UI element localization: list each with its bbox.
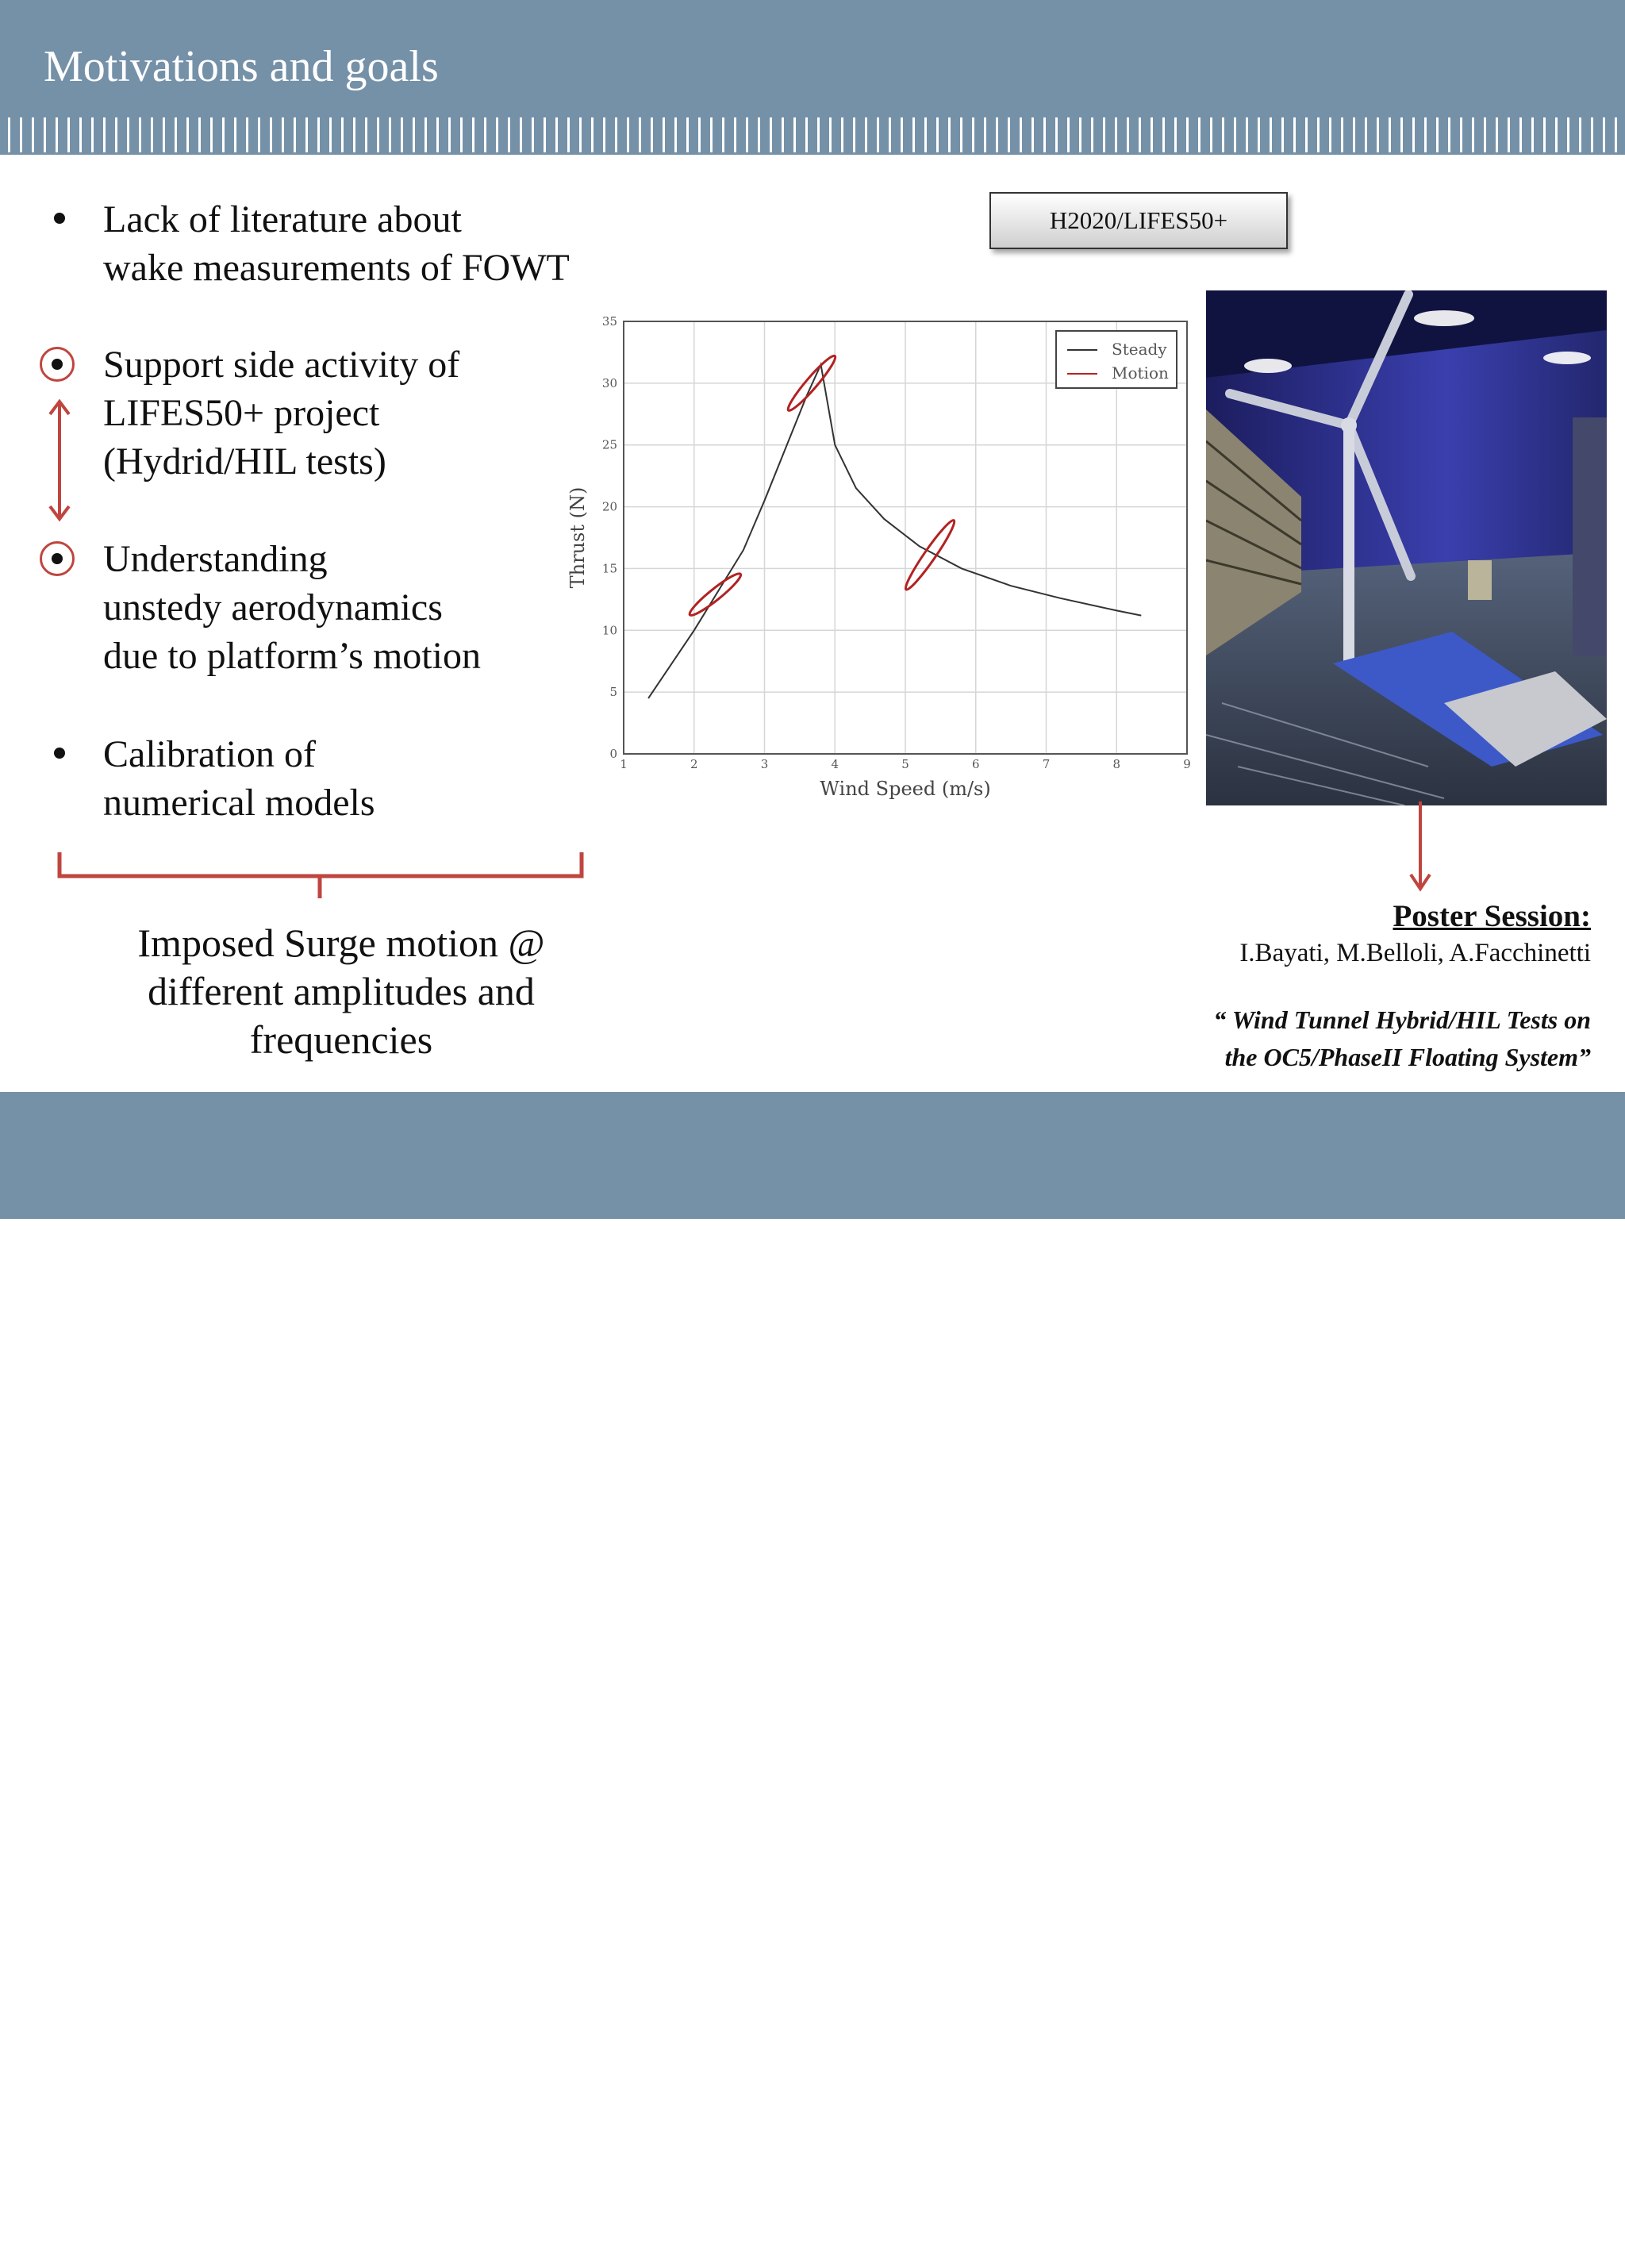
bullet-understanding: Understanding unstedy aerodynamics due to platform’s motion (103, 538, 481, 677)
x-tick-label: 2 (690, 757, 698, 771)
footer-band (0, 1092, 1625, 2267)
x-tick-label: 5 (901, 757, 909, 771)
tick-strip (8, 117, 1619, 152)
bullet-dot (54, 748, 65, 759)
x-tick-label: 6 (971, 757, 980, 771)
poster-heading: Poster Session: (1393, 899, 1591, 933)
x-tick-label: 4 (831, 757, 839, 771)
y-tick-label: 20 (601, 499, 617, 514)
x-tick-label: 7 (1042, 757, 1051, 771)
curly-brace (56, 849, 587, 905)
series-motion-loop (901, 517, 958, 593)
y-tick-label: 25 (601, 437, 617, 452)
poster-title: “ Wind Tunnel Hybrid/HIL Tests on the OC5/PhaseII Floating System” (1213, 1005, 1591, 1071)
bullet-literature: Lack of literature about wake measurements of FOWT (103, 198, 570, 289)
y-tick-label: 10 (601, 623, 617, 638)
legend-label: Steady (1112, 340, 1167, 359)
double-arrow-icon (44, 397, 75, 524)
x-tick-label: 9 (1183, 757, 1191, 771)
institution-logo: POLITECNICO MILANO 1863 (1068, 2228, 1573, 2267)
header-band (0, 0, 1625, 155)
poster-authors: I.Bayati, M.Belloli, A.Facchinetti (1239, 939, 1591, 967)
y-axis-label: Thrust (N) (567, 486, 589, 589)
bullet-target-icon (40, 541, 75, 576)
thrust-chart (563, 302, 1198, 809)
legend-label: Motion (1112, 363, 1169, 382)
down-arrow-icon (1404, 801, 1436, 893)
project-tag: H2020/LIFES50+ (989, 192, 1288, 249)
y-tick-label: 15 (601, 561, 617, 576)
wind-tunnel-photo (1206, 290, 1607, 805)
bullet-target-icon (40, 347, 75, 382)
footer-authors: I. Bayati, M. Belloli, L. Bernini, A. Zasso (32, 2228, 614, 2266)
series-steady-line (648, 365, 1141, 698)
y-tick-label: 30 (601, 375, 617, 390)
y-tick-label: 35 (601, 314, 617, 329)
slide-title: Motivations and goals (44, 42, 439, 91)
bullet-dot (54, 213, 65, 224)
x-tick-label: 3 (760, 757, 769, 771)
x-tick-label: 1 (620, 757, 628, 771)
x-tick-label: 8 (1112, 757, 1121, 771)
y-tick-label: 5 (609, 685, 617, 700)
bullet-calibration: Calibration of numerical models (103, 733, 375, 824)
x-axis-label: Wind Speed (m/s) (820, 778, 991, 800)
y-tick-label: 0 (609, 747, 617, 761)
bullet-support: Support side activity of LIFES50+ project (Hydrid/HIL tests) (103, 344, 460, 482)
surge-note: Imposed Surge motion @ different amplitudes and frequencies (137, 921, 545, 1062)
